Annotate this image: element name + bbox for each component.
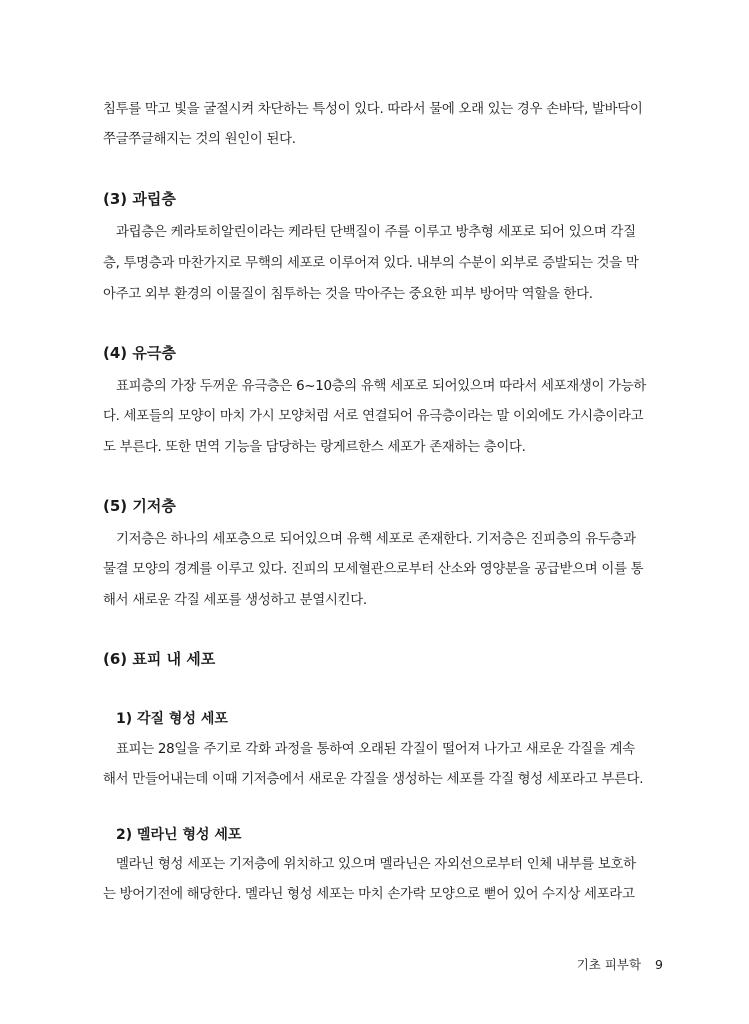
section-heading: (3) 과립층 bbox=[103, 190, 176, 208]
paragraph-line: 는 방어기전에 해당한다. 멜라닌 형성 세포는 마치 손가락 모양으로 뻗어 있어 수지상 세포라고 bbox=[103, 887, 635, 902]
paragraph-line: 쭈글쭈글해지는 것의 원인이 된다. bbox=[103, 132, 296, 147]
paragraph-line: 침투를 막고 빛을 굴절시켜 차단하는 특성이 있다. 따라서 물에 오래 있는 경우 손바닥, 발바닥이 bbox=[103, 102, 643, 117]
paragraph-line: 표피는 28일을 주기로 각화 과정을 통하여 오래된 각질이 떨어져 나가고 새로운 각질을 계속 bbox=[116, 742, 635, 757]
paragraph-line: 과립층은 케라토히알린이라는 케라틴 단백질이 주를 이루고 방추형 세포로 되어 있으며 각질 bbox=[116, 225, 636, 240]
paragraph-line: 도 부른다. 또한 면역 기능을 담당하는 랑게르한스 세포가 존재하는 층이다. bbox=[103, 440, 526, 455]
section-heading: (4) 유극층 bbox=[103, 344, 176, 362]
paragraph-line: 해서 만들어내는데 이때 기저층에서 새로운 각질을 생성하는 세포를 각질 형성 세포라고 부른다. bbox=[103, 772, 644, 787]
subsection-heading: 2) 멜라닌 형성 세포 bbox=[116, 827, 242, 843]
page-number: 9 bbox=[655, 957, 663, 972]
paragraph-line: 멜라닌 형성 세포는 기저층에 위치하고 있으며 멜라닌은 자외선으로부터 인체 내부를 보호하 bbox=[116, 857, 636, 872]
paragraph-line: 물결 모양의 경계를 이루고 있다. 진피의 모세혈관으로부터 산소와 영양분을 공급받으며 이를 통 bbox=[103, 562, 644, 577]
paragraph-line: 해서 새로운 각질 세포를 생성하고 분열시킨다. bbox=[103, 593, 367, 608]
paragraph-line: 기저층은 하나의 세포층으로 되어있으며 유핵 세포로 존재한다. 기저층은 진피층의 유두층과 bbox=[116, 532, 636, 547]
paragraph-line: 층, 투명층과 마찬가지로 무핵의 세포로 이루어져 있다. 내부의 수분이 외부로 증발되는 것을 막 bbox=[103, 256, 639, 271]
paragraph-line: 아주고 외부 환경의 이물질이 침투하는 것을 막아주는 중요한 피부 방어막 역할을 한다. bbox=[103, 287, 593, 302]
subsection-heading: 1) 각질 형성 세포 bbox=[116, 711, 228, 727]
section-heading: (5) 기저층 bbox=[103, 497, 176, 515]
footer-book-title: 기초 피부학 bbox=[576, 957, 642, 972]
paragraph-line: 표피층의 가장 두꺼운 유극층은 6~10층의 유핵 세포로 되어있으며 따라서 세포재생이 가능하 bbox=[116, 379, 647, 394]
paragraph-line: 다. 세포들의 모양이 마치 가시 모양처럼 서로 연결되어 유극층이라는 말 이외에도 가시층이라고 bbox=[103, 409, 644, 424]
page-footer bbox=[577, 956, 663, 974]
section-heading: (6) 표피 내 세포 bbox=[103, 650, 216, 668]
